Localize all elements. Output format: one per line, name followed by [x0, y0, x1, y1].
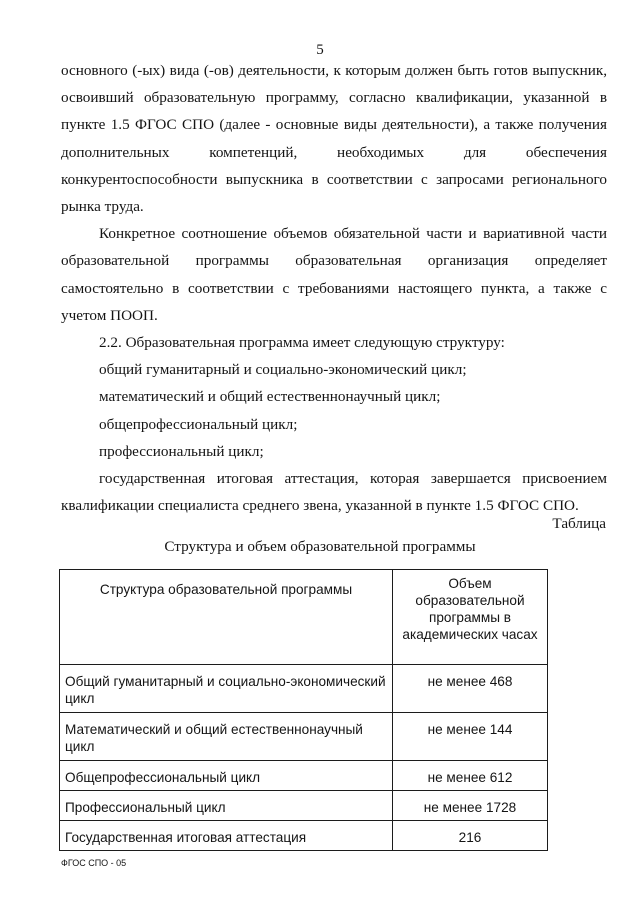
table-cell: не менее 468	[393, 665, 548, 713]
table-title: Структура и объем образовательной программы	[164, 538, 476, 555]
table-cell: не менее 1728	[393, 791, 548, 821]
body-text	[61, 57, 607, 519]
list-item: общепрофессиональный цикл;	[99, 415, 298, 433]
paragraph: государственная итоговая аттестация, которая завершается присвоением квалификации специалиста среднего звена, указанной в пункте 1.5 ФГОС СПО.	[61, 470, 607, 515]
table-header-row	[60, 570, 548, 665]
table-row	[60, 665, 548, 713]
paragraph: основного (-ых) вида (-ов) деятельности, к которым должен быть готов выпускник, освоивший образовательную программу, согласно квалификации, указанной в пункте 1.5 ФГОС СПО (далее - основные виды деятельности), а также получения дополнительных компетенций, необходимых для обеспечения конкурентоспособности выпускника в соответствии с запросами регионального рынка труда.	[61, 62, 607, 216]
paragraph: 2.2. Образовательная программа имеет следующую структуру:	[99, 334, 505, 352]
table-cell: 216	[393, 821, 548, 851]
table-row	[60, 791, 548, 821]
table-cell: Общепрофессиональный цикл	[60, 761, 393, 791]
table-header-cell: Структура образовательной программы	[60, 570, 393, 665]
table-cell: Профессиональный цикл	[60, 791, 393, 821]
table-header-cell: Объем образовательной программы в академических часах	[393, 570, 548, 665]
footer-code: ФГОС СПО - 05	[61, 858, 127, 868]
table-row	[60, 713, 548, 761]
list-item: общий гуманитарный и социально-экономический цикл;	[99, 361, 467, 379]
table-cell: Общий гуманитарный и социально-экономический цикл	[60, 665, 393, 713]
paragraph: Конкретное соотношение объемов обязательной части и вариативной части образовательной программы образовательная организация определяет самостоятельно в соответствии с требованиями настоящего пункта, а также с учетом ПООП.	[61, 225, 607, 324]
table-row	[60, 821, 548, 851]
table-row	[60, 761, 548, 791]
list-item: профессиональный цикл;	[99, 442, 264, 460]
table-cell: Государственная итоговая аттестация	[60, 821, 393, 851]
table-cell: не менее 612	[393, 761, 548, 791]
table-label: Таблица	[552, 515, 606, 532]
list-item: математический и общий естественнонаучный цикл;	[99, 388, 441, 406]
page-number: 5	[316, 42, 324, 58]
structure-table	[59, 569, 548, 851]
table-cell: Математический и общий естественнонаучный цикл	[60, 713, 393, 761]
table-cell: не менее 144	[393, 713, 548, 761]
